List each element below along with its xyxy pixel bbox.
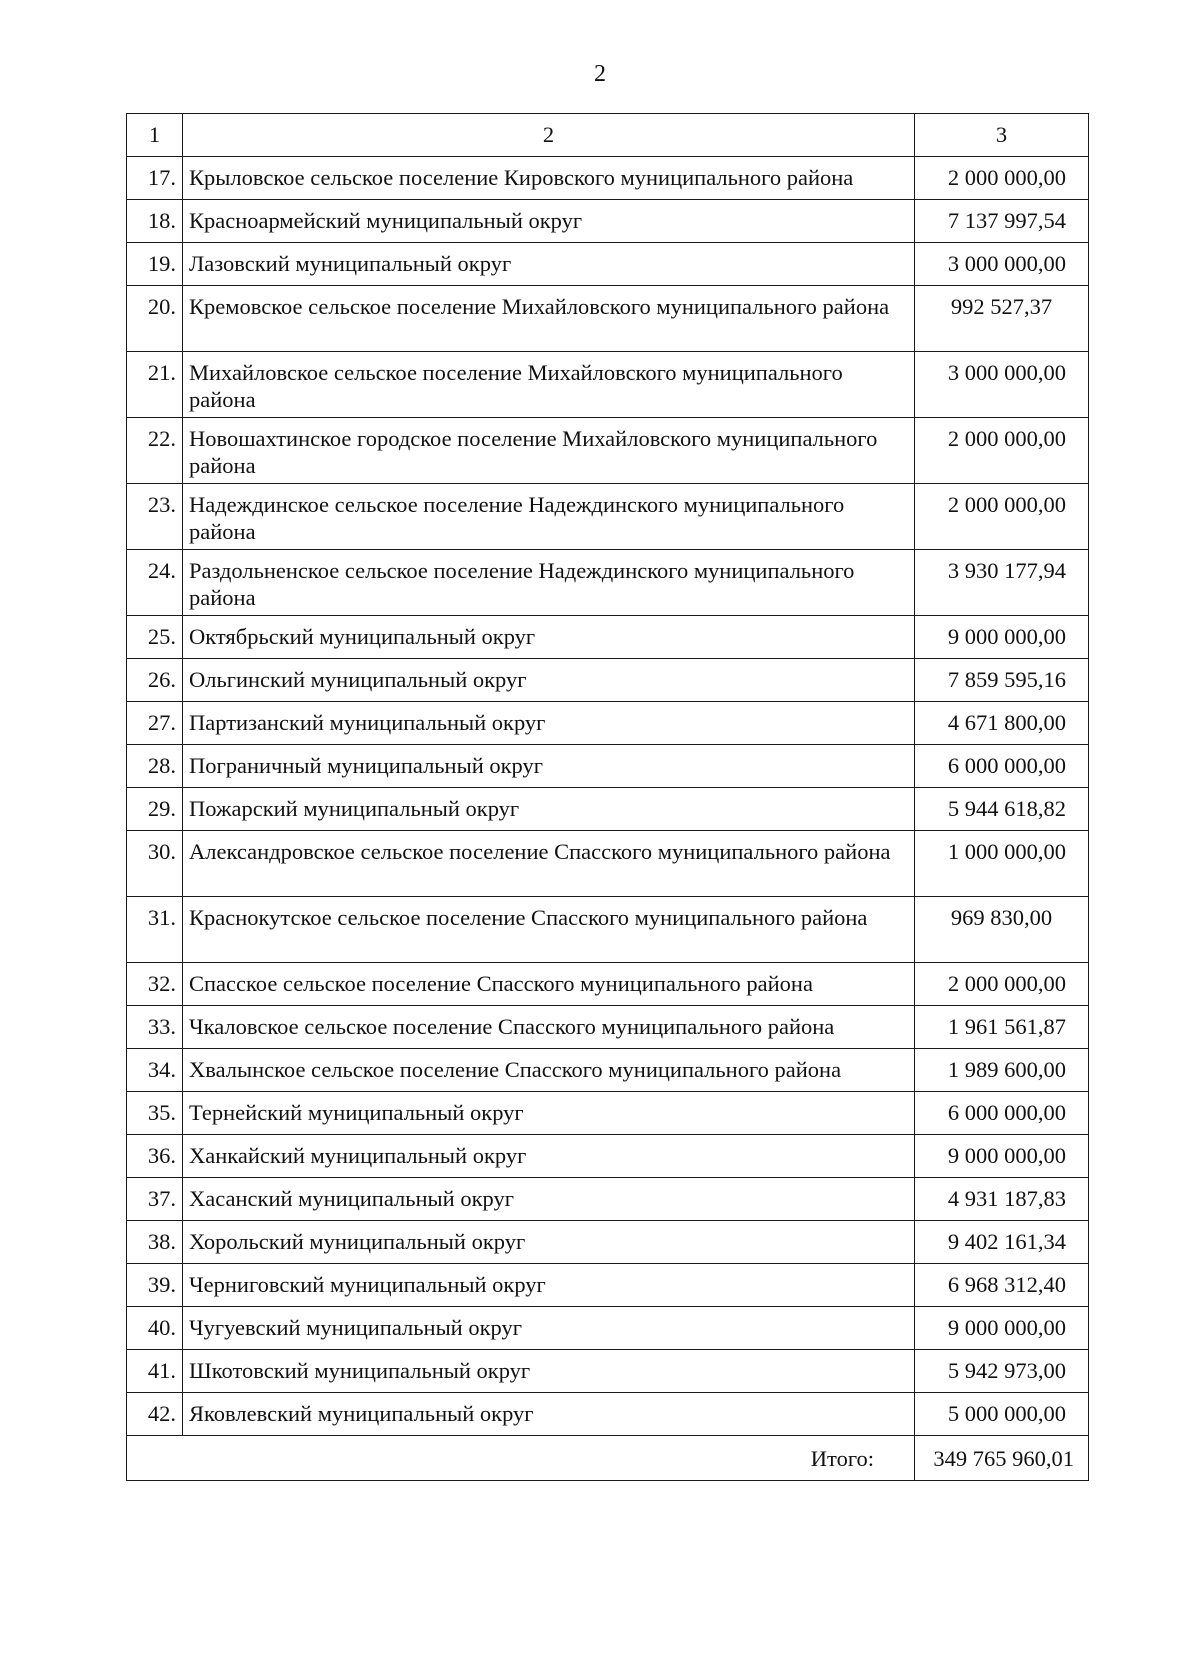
municipality-name: Надеждинское сельское поселение Надеждинского муниципального района [183, 484, 915, 550]
amount-value: 9 000 000,00 [915, 1135, 1089, 1178]
page-number: 2 [594, 61, 606, 87]
row-number: 40. [127, 1307, 183, 1350]
table-row [127, 1393, 1089, 1436]
row-number: 21. [127, 352, 183, 418]
column-header-amount: 3 [915, 114, 1089, 157]
row-number: 33. [127, 1006, 183, 1049]
row-number: 24. [127, 550, 183, 616]
amount-value: 2 000 000,00 [915, 418, 1089, 484]
amount-value: 7 859 595,16 [915, 659, 1089, 702]
municipality-name: Чугуевский муниципальный округ [183, 1307, 915, 1350]
allocation-table [126, 113, 1089, 1481]
amount-value: 3 000 000,00 [915, 243, 1089, 286]
table-row [127, 352, 1089, 418]
amount-value: 6 000 000,00 [915, 745, 1089, 788]
row-number: 37. [127, 1178, 183, 1221]
row-number: 28. [127, 745, 183, 788]
municipality-name: Лазовский муниципальный округ [183, 243, 915, 286]
row-number: 32. [127, 963, 183, 1006]
row-number: 29. [127, 788, 183, 831]
amount-value: 5 944 618,82 [915, 788, 1089, 831]
amount-value: 2 000 000,00 [915, 963, 1089, 1006]
municipality-name: Краснокутское сельское поселение Спасского муниципального района [183, 897, 915, 963]
amount-value: 3 000 000,00 [915, 352, 1089, 418]
amount-value: 992 527,37 [915, 286, 1089, 352]
row-number: 34. [127, 1049, 183, 1092]
row-number: 20. [127, 286, 183, 352]
amount-value: 4 671 800,00 [915, 702, 1089, 745]
municipality-name: Ханкайский муниципальный округ [183, 1135, 915, 1178]
table-row [127, 243, 1089, 286]
column-header-name: 2 [183, 114, 915, 157]
amount-value: 6 968 312,40 [915, 1264, 1089, 1307]
table-row [127, 200, 1089, 243]
municipality-name: Пограничный муниципальный округ [183, 745, 915, 788]
municipality-name: Новошахтинское городское поселение Михайловского муниципального района [183, 418, 915, 484]
municipality-name: Хасанский муниципальный округ [183, 1178, 915, 1221]
municipality-name: Михайловское сельское поселение Михайловского муниципального района [183, 352, 915, 418]
total-label: Итого: [127, 1436, 915, 1481]
row-number: 38. [127, 1221, 183, 1264]
amount-value: 5 000 000,00 [915, 1393, 1089, 1436]
total-amount: 349 765 960,01 [915, 1436, 1089, 1481]
column-header-number: 1 [127, 114, 183, 157]
amount-value: 9 402 161,34 [915, 1221, 1089, 1264]
table-row [127, 1264, 1089, 1307]
table-row [127, 788, 1089, 831]
municipality-name: Яковлевский муниципальный округ [183, 1393, 915, 1436]
row-number: 22. [127, 418, 183, 484]
row-number: 25. [127, 616, 183, 659]
total-row [127, 1436, 1089, 1481]
amount-value: 9 000 000,00 [915, 616, 1089, 659]
amount-value: 2 000 000,00 [915, 157, 1089, 200]
table-row [127, 745, 1089, 788]
table-row [127, 831, 1089, 897]
table-row [127, 550, 1089, 616]
amount-value: 5 942 973,00 [915, 1350, 1089, 1393]
amount-value: 969 830,00 [915, 897, 1089, 963]
row-number: 19. [127, 243, 183, 286]
table-row [127, 484, 1089, 550]
table-row [127, 1135, 1089, 1178]
table-row [127, 1350, 1089, 1393]
amount-value: 1 961 561,87 [915, 1006, 1089, 1049]
row-number: 35. [127, 1092, 183, 1135]
municipality-name: Хвалынское сельское поселение Спасского муниципального района [183, 1049, 915, 1092]
municipality-name: Пожарский муниципальный округ [183, 788, 915, 831]
municipality-name: Спасское сельское поселение Спасского муниципального района [183, 963, 915, 1006]
table-header-row [127, 114, 1089, 157]
amount-value: 6 000 000,00 [915, 1092, 1089, 1135]
municipality-name: Кремовское сельское поселение Михайловского муниципального района [183, 286, 915, 352]
row-number: 27. [127, 702, 183, 745]
row-number: 23. [127, 484, 183, 550]
table-row [127, 1092, 1089, 1135]
table-row [127, 1049, 1089, 1092]
table-row [127, 1006, 1089, 1049]
row-number: 41. [127, 1350, 183, 1393]
amount-value: 3 930 177,94 [915, 550, 1089, 616]
municipality-name: Крыловское сельское поселение Кировского муниципального района [183, 157, 915, 200]
table-row [127, 963, 1089, 1006]
table-row [127, 1178, 1089, 1221]
municipality-name: Шкотовский муниципальный округ [183, 1350, 915, 1393]
table-row [127, 897, 1089, 963]
municipality-name: Ольгинский муниципальный округ [183, 659, 915, 702]
amount-value: 9 000 000,00 [915, 1307, 1089, 1350]
amount-value: 4 931 187,83 [915, 1178, 1089, 1221]
municipality-name: Хорольский муниципальный округ [183, 1221, 915, 1264]
municipality-name: Черниговский муниципальный округ [183, 1264, 915, 1307]
table-row [127, 418, 1089, 484]
table-row [127, 616, 1089, 659]
municipality-name: Красноармейский муниципальный округ [183, 200, 915, 243]
table-row [127, 286, 1089, 352]
row-number: 26. [127, 659, 183, 702]
amount-value: 1 000 000,00 [915, 831, 1089, 897]
row-number: 30. [127, 831, 183, 897]
table-row [127, 1307, 1089, 1350]
table-row [127, 157, 1089, 200]
amount-value: 7 137 997,54 [915, 200, 1089, 243]
municipality-name: Тернейский муниципальный округ [183, 1092, 915, 1135]
amount-value: 1 989 600,00 [915, 1049, 1089, 1092]
row-number: 17. [127, 157, 183, 200]
row-number: 42. [127, 1393, 183, 1436]
municipality-name: Октябрьский муниципальный округ [183, 616, 915, 659]
row-number: 36. [127, 1135, 183, 1178]
municipality-name: Раздольненское сельское поселение Надеждинского муниципального района [183, 550, 915, 616]
row-number: 18. [127, 200, 183, 243]
table-row [127, 1221, 1089, 1264]
table-row [127, 659, 1089, 702]
municipality-name: Александровское сельское поселение Спасского муниципального района [183, 831, 915, 897]
municipality-name: Партизанский муниципальный округ [183, 702, 915, 745]
table-row [127, 702, 1089, 745]
municipality-name: Чкаловское сельское поселение Спасского муниципального района [183, 1006, 915, 1049]
row-number: 31. [127, 897, 183, 963]
amount-value: 2 000 000,00 [915, 484, 1089, 550]
row-number: 39. [127, 1264, 183, 1307]
